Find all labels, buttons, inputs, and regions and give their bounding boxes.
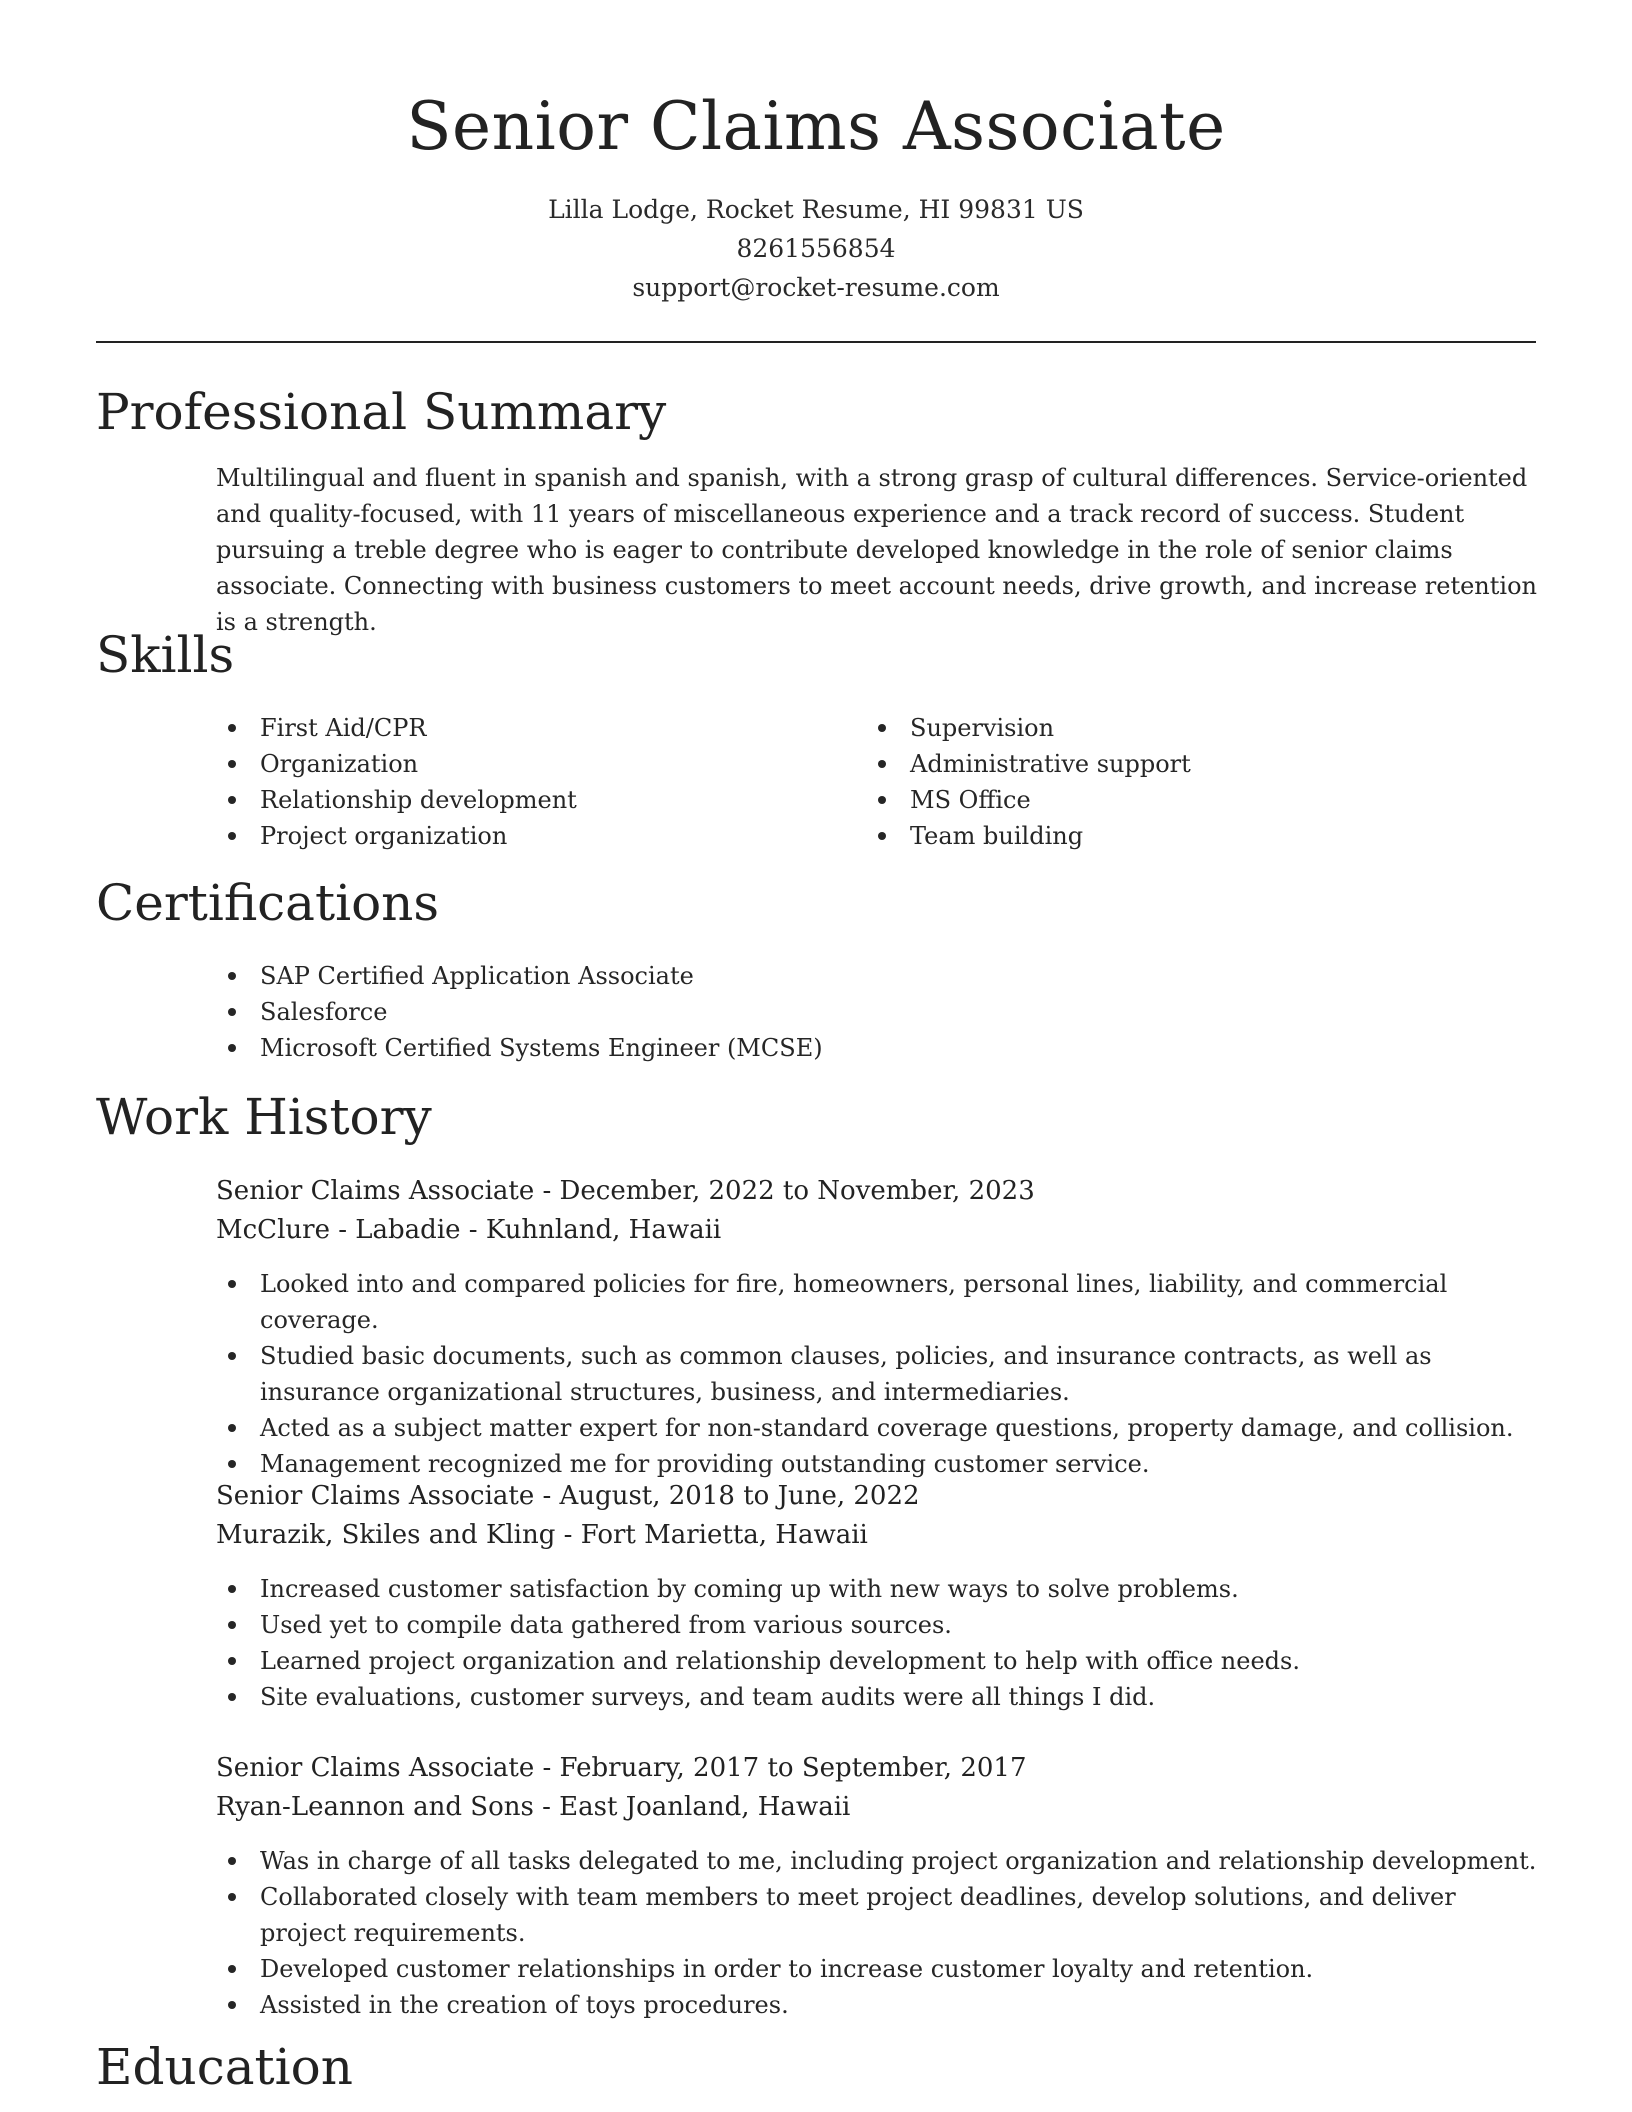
list-item: Team building [866,818,1516,854]
candidate-title: Senior Claims Associate [406,88,1226,165]
skills-column-left [216,710,866,854]
list-item: Relationship development [216,782,866,818]
list-item: Developed customer relationships in order to increase customer loyalty and retention. [216,1951,1546,1987]
job-duties [216,1571,1546,1715]
list-item: SAP Certified Application Associate [216,958,1536,994]
job-company-location: McClure - Labadie - Kuhnland, Hawaii [216,1215,722,1245]
list-item: Administrative support [866,746,1516,782]
job-entry [216,1172,1546,1482]
section-title-certifications: Certifications [96,874,440,932]
job-entry [216,1749,1546,2023]
job-duties [216,1843,1546,2023]
list-item: Looked into and compared policies for fire, homeowners, personal lines, liability, and commercial coverage. [216,1266,1546,1338]
list-item: Studied basic documents, such as common clauses, policies, and insurance contracts, as well as insurance organizational structures, business, and intermediaries. [216,1338,1546,1410]
contact-block [0,190,1632,307]
job-duties [216,1266,1546,1482]
list-item: Increased customer satisfaction by coming up with new ways to solve problems. [216,1571,1546,1607]
list-item: Assisted in the creation of toys procedures. [216,1987,1546,2023]
contact-phone: 8261556854 [736,234,896,263]
contact-address: Lilla Lodge, Rocket Resume, HI 99831 US [548,195,1084,224]
section-title-work-history: Work History [96,1088,432,1146]
resume-header [0,0,1632,307]
list-item: Learned project organization and relationship development to help with office needs. [216,1643,1546,1679]
section-title-education: Education [96,2038,353,2096]
list-item: Site evaluations, customer surveys, and team audits were all things I did. [216,1679,1546,1715]
list-item: Collaborated closely with team members to meet project deadlines, develop solutions, and deliver project requirements. [216,1879,1546,1951]
list-item: Was in charge of all tasks delegated to me, including project organization and relationship development. [216,1843,1546,1879]
job-role-dates: Senior Claims Associate - February, 2017 to September, 2017 [216,1753,1027,1783]
list-item: Organization [216,746,866,782]
skills-list [216,710,1536,854]
header-divider [96,341,1536,343]
list-item: Supervision [866,710,1516,746]
job-role-dates: Senior Claims Associate - December, 2022 to November, 2023 [216,1176,1035,1206]
certifications-list [216,958,1536,1066]
list-item: Acted as a subject matter expert for non-standard coverage questions, property damage, and collision. [216,1410,1546,1446]
list-item: Salesforce [216,994,1536,1030]
section-title-skills: Skills [96,626,235,684]
list-item: MS Office [866,782,1516,818]
list-item: Microsoft Certified Systems Engineer (MCSE) [216,1030,1536,1066]
skills-column-right [866,710,1516,854]
section-title-summary: Professional Summary [96,383,667,441]
list-item: First Aid/CPR [216,710,866,746]
list-item: Used yet to compile data gathered from various sources. [216,1607,1546,1643]
summary-text: Multilingual and fluent in spanish and spanish, with a strong grasp of cultural differences. Service-oriented and quality-focused, with 11 years of miscellaneous experience and a track record of success. Student pursuing a treble degree who is eager to contribute developed knowledge in the role of senior claims associate. Connecting with business customers to meet account needs, drive growth, and increase retention is a strength. [216,464,1537,636]
job-role-dates: Senior Claims Associate - August, 2018 to June, 2022 [216,1481,920,1511]
list-item: Management recognized me for providing outstanding customer service. [216,1446,1546,1482]
contact-email: support@rocket-resume.com [632,273,1000,302]
list-item: Project organization [216,818,866,854]
job-company-location: Ryan-Leannon and Sons - East Joanland, Hawaii [216,1792,851,1822]
job-company-location: Murazik, Skiles and Kling - Fort Marietta, Hawaii [216,1520,868,1550]
job-entry [216,1477,1546,1715]
